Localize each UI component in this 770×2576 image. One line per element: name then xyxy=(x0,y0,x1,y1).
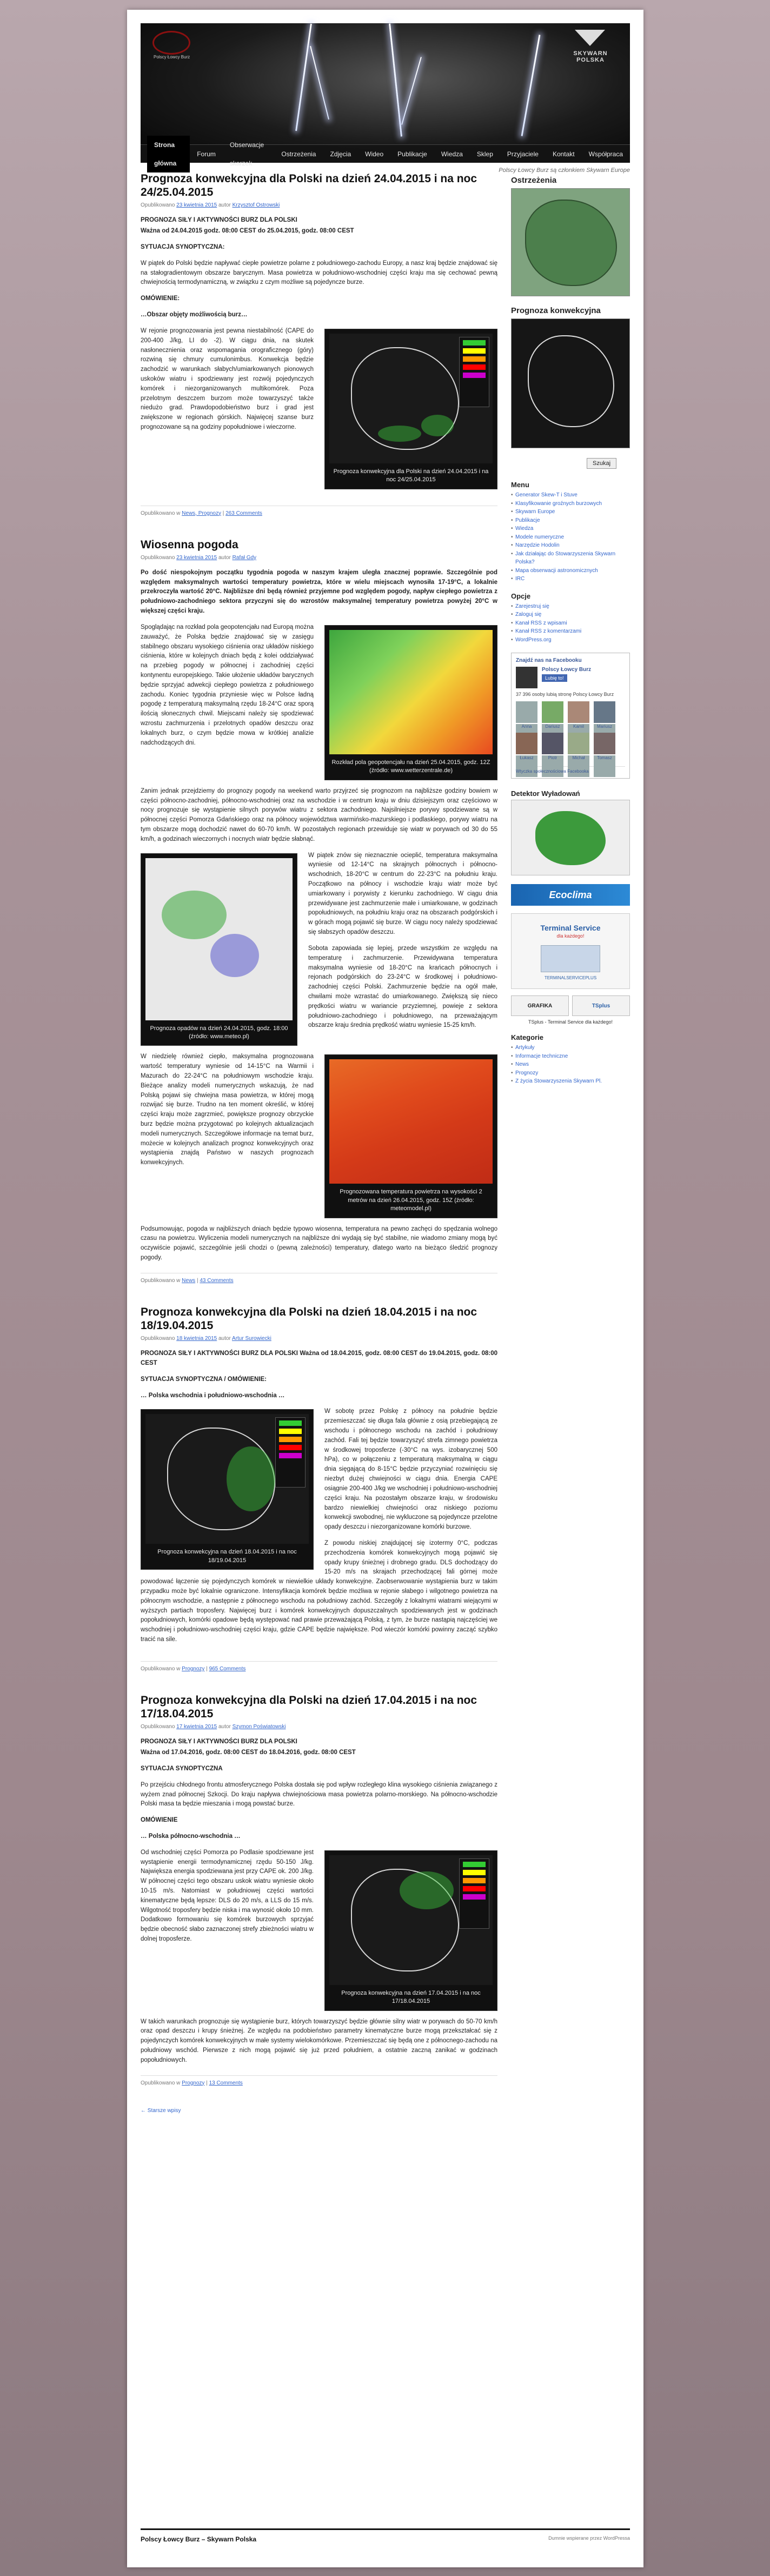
post-paragraph: PROGNOZA SIŁY I AKTYWNOŚCI BURZ DLA POLSKI xyxy=(141,217,297,224)
post-date[interactable]: 17 kwietnia 2015 xyxy=(176,1724,217,1730)
category-item[interactable]: • Informacje techniczne xyxy=(511,1052,630,1061)
skywarn-logo[interactable] xyxy=(566,30,615,72)
option-item[interactable]: • Zaloguj się xyxy=(511,610,630,619)
nav-video[interactable]: Wideo xyxy=(365,150,384,158)
logo-text: Polscy Łowcy Burz xyxy=(154,55,190,59)
post-footer: Opublikowano w Prognozy | 965 Comments xyxy=(141,1661,497,1672)
fan-name[interactable]: Piotr xyxy=(542,755,563,777)
post-paragraph: … Polska północno-wschodnia … xyxy=(141,1833,241,1840)
warnings-map[interactable] xyxy=(511,188,630,296)
nav-shop[interactable]: Sklep xyxy=(476,150,493,158)
nav-contact[interactable]: Kontakt xyxy=(552,150,575,158)
menu-list xyxy=(511,491,630,583)
nav-warnings[interactable]: Ostrzeżenia xyxy=(281,150,316,158)
post-date[interactable]: 18 kwietnia 2015 xyxy=(176,1336,217,1342)
menu-item[interactable]: • Publikacje xyxy=(511,516,630,525)
category-item[interactable]: • News xyxy=(511,1060,630,1069)
menu-item[interactable]: • Wiedza xyxy=(511,525,630,533)
nav-observations[interactable]: Obserwacje skarzek xyxy=(229,141,264,167)
main-content xyxy=(141,172,497,2114)
option-item[interactable]: • Zarejestruj się xyxy=(511,602,630,611)
category-item[interactable]: • Artykuły xyxy=(511,1044,630,1052)
categories-list xyxy=(511,1044,630,1086)
post-paragraph: PROGNOZA SIŁY I AKTYWNOŚCI BURZ DLA POLSKI xyxy=(141,1738,297,1745)
post-footer: Opublikowano w Prognozy | 13 Comments xyxy=(141,2075,497,2086)
menu-item[interactable]: • Narzędzie Hodolin xyxy=(511,541,630,550)
post-paragraph: Zanim jednak przejdziemy do prognozy pogody na weekend warto przyjrzeć się prognozom na najbliższe godziny bowiem w części północno-zachodniej, północno-wschodniej oraz na wschodzie i w centrum kraju w dniu dzisiejszym oraz częściowo w nocy prognozuje się wystąpienie silnych porywów wiatru z sektora zachodniego. Najsilniejsze porywy spodziewane są w północnej części Pomorza Gdańskiego oraz na północy województwa warmińsko-mazurskiego i podlaskiego, porywy wiatru na tym obszarze mogą dochodzić nawet do 60-70 km/h. W pozostałych regionach przewiduje się wiatr w porywach od 30 do 55 km/h, a godzinach wieczornych i nocnych wiatr będzie słabnąć. xyxy=(141,787,497,842)
menu-item[interactable]: • Klasyfikowanie groźnych burzowych xyxy=(511,500,630,508)
post-paragraph: PROGNOZA SIŁY I AKTYWNOŚCI BURZ DLA POLSKI Ważna od 18.04.2015, godz. 08:00 CEST do 19.04.2015, godz. 08:00 CEST xyxy=(141,1350,497,1366)
post-comments-link[interactable]: 965 Comments xyxy=(209,1665,246,1672)
footer-prefix: Opublikowano w xyxy=(141,1277,181,1284)
post-paragraph: Spoglądając na rozkład pola geopotencjału nad Europą można zauważyć, że Polska będzie znajdować się w zasięgu stabilnego obszaru wysokiego ciśnienia oraz układów niskiego ciśnienia, które w kolejnych dniach będą z kolei oddziaływać na przebieg pogody w północnej i zachodniej części kontynentu europejskiego. Takie ułożenie układów barycznych będzie sprzyjać adwekcji ciepłego powietrza z południowego zachodu. Koniec tygodnia przyniesie więc w Polsce ładną pogodę z temperaturą maksymalną rzędu 18-24°C oraz sporą ilością słonecznych chwil. Miejscami należy się spodziewać wzrostu zachmurzenia i przelotnych opadów deszczu oraz lokalnych burz, o czym będzie mowa w krótkiej analizie nadchodzących dni. xyxy=(141,623,314,746)
older-posts-link[interactable]: ← Starsze wpisy xyxy=(141,2107,181,2114)
fan-name[interactable]: Łukasz xyxy=(516,755,537,777)
grafika-logo[interactable]: GRAFIKA xyxy=(511,995,569,1016)
figure-caption: Prognoza konwekcyjna na dzień 18.04.2015 i na noc 18/19.04.2015 xyxy=(157,1549,297,1564)
warnings-title: Ostrzeżenia xyxy=(511,176,557,185)
meta-prefix: Opublikowano xyxy=(141,554,175,561)
menu-item[interactable]: • Modele numeryczne xyxy=(511,533,630,542)
figure-caption: Prognoza opadów na dzień 24.04.2015, godz. 18:00 (źródło: www.meteo.pl) xyxy=(150,1025,288,1040)
footer-credit[interactable]: Dumnie wspierane przez WordPressa xyxy=(548,2535,630,2541)
option-item[interactable]: • Kanał RSS z wpisami xyxy=(511,619,630,628)
meta-author-label: autor xyxy=(218,554,231,561)
post-categories[interactable]: News, Prognozy xyxy=(182,510,221,516)
meta-prefix: Opublikowano xyxy=(141,1336,175,1342)
ts-title: Terminal Service xyxy=(540,924,601,932)
post xyxy=(141,1305,497,1672)
post-title[interactable]: Wiosenna pogoda xyxy=(141,538,238,551)
facebook-widget xyxy=(511,653,630,779)
site-footer xyxy=(141,2528,630,2550)
facebook-like-count: 37 396 osoby lubią stronę Polscy Łowcy Burz xyxy=(516,692,614,697)
post-paragraph: OMÓWIENIE xyxy=(141,1817,178,1824)
post-footer: Opublikowano w News, Prognozy | 263 Comments xyxy=(141,506,497,516)
site-header xyxy=(141,23,630,167)
facebook-fans xyxy=(516,701,625,729)
post-paragraph: SYTUACJA SYNOPTYCZNA: xyxy=(141,244,225,250)
facebook-like-button[interactable]: Lubię to! xyxy=(542,674,567,682)
nav-knowledge[interactable]: Wiedza xyxy=(441,150,463,158)
nav-cooperation[interactable]: Współpraca xyxy=(588,150,623,158)
post-categories[interactable]: News xyxy=(182,1277,196,1284)
temperature-map-image xyxy=(329,1059,493,1184)
facebook-fans-row2 xyxy=(516,733,625,760)
footer-prefix: Opublikowano w xyxy=(141,510,181,516)
post-categories[interactable]: Prognozy xyxy=(182,2080,205,2086)
footer-prefix: Opublikowano w xyxy=(141,2080,181,2086)
figure-caption: Prognoza konwekcyjna dla Polski na dzień 24.04.2015 i na noc 24/25.04.2015 xyxy=(333,468,489,483)
menu-item[interactable]: • Mapa obserwacji astronomicznych xyxy=(511,567,630,575)
post-paragraph: W sobotę przez Polskę z północy na południe będzie przemieszczać się długa fala głównie z osią przebiegającą ze wschodu i północnego wschodu na zachód i południowy zachód. Fali tej będzie towarzyszyć strefa zimnego powietrza w środkowej troposferze (-30°C na wys. izobarycznej 500 hPa), co w połączeniu z temperaturą maksymalną w ciągu dnia sięgającą do 8-15°C będzie przyczyniać rozwinięciu się niezbyt dużej chwiejności w ciągu dnia. Energia CAPE osiągnie 200-400 J/kg we wschodniej i południowo-wschodniej części kraju. Na pozostałym obszarze kraju, w środowisku bardzo niewielkiej chwiejności oraz niskiego poziomu konwekcji swobodnej, nie wykluczone są pojedyncze przelotne opady deszczu i niezorganizowane komórki burzowe. xyxy=(324,1408,497,1531)
precip-figure[interactable] xyxy=(141,853,297,1046)
forecast-map-image xyxy=(145,1414,309,1544)
skywarn-logo-text: SKYWARN POLSKA xyxy=(573,50,608,63)
category-item[interactable]: • Z życia Stowarzyszenia Skywarn Pl. xyxy=(511,1077,630,1086)
fan-name[interactable]: Anna xyxy=(516,724,537,746)
figure-caption: Prognoza konwekcyjna na dzień 17.04.2015 i na noc 17/18.04.2015 xyxy=(341,1989,481,2005)
fan-name[interactable]: Mariusz xyxy=(594,724,615,746)
post-paragraph: Po dość niespokojnym początku tygodnia pogoda w naszym krajem uległa znacznej poprawie. Szczególnie pod względem maksymalnych wartości temperatury powietrza, które w wielu miejscach wynosiła 17-19°C, a lokalnie przekroczyła wartość 20°C. Najbliższe dni będą również przyjemne pod względem pogody, napływ ciepłego powietrza z południowo-zachodniego sektora przyczyni się do wzrostów maksymalnej temperatury powietrza powyżej 20°C w większej części kraju. xyxy=(141,569,497,615)
site-logo[interactable] xyxy=(146,29,205,61)
nav-friends[interactable]: Przyjaciele xyxy=(507,150,539,158)
convective-map[interactable] xyxy=(511,318,630,448)
post-paragraph: Ważna od 17.04.2016, godz. 08:00 CEST do 18.04.2016, godz. 08:00 CEST xyxy=(141,1749,356,1756)
facebook-page-avatar[interactable] xyxy=(516,667,537,688)
ts-url: TERMINALSERVICEPLUS xyxy=(544,975,597,980)
nav-publications[interactable]: Publikacje xyxy=(397,150,427,158)
footer-site-name[interactable]: Polscy Łowcy Burz – Skywarn Polska xyxy=(141,2535,257,2543)
footer-prefix: Opublikowano w xyxy=(141,1665,181,1672)
geopotential-map-image xyxy=(329,630,493,754)
convective-title: Prognoza konwekcyjna xyxy=(511,306,601,315)
post-comments-link[interactable]: 43 Comments xyxy=(200,1277,234,1284)
post-date[interactable]: 23 kwietnia 2015 xyxy=(176,554,217,561)
post-author[interactable]: Artur Surowiecki xyxy=(232,1336,271,1342)
lightning-detector-map[interactable] xyxy=(511,800,630,875)
post-meta xyxy=(141,202,497,208)
post-paragraph: SYTUACJA SYNOPTYCZNA / OMÓWIENIE: xyxy=(141,1376,267,1383)
meta-author-label: autor xyxy=(218,202,231,209)
options-list xyxy=(511,602,630,645)
tsplus-logo[interactable]: TSplus xyxy=(572,995,630,1016)
facebook-plugin-label: Wtyczka społecznościowa Facebooka xyxy=(516,766,625,774)
post-paragraph: Podsumowując, pogoda w najbliższych dniach będzie typowo wiosenna, temperatura na pewno zachęci do spędzania wolnego czasu na powietrzu. Wyliczenia modeli numerycznych na najbliższe dni wydają się być stabilne, nie wiadomo zmiany mogą być oczywiście pojawić, szczególnie jeśli chodzi o (pewną zależności) temperatury, dlatego warto na bieżąco śledzić prognozy pogody. xyxy=(141,1225,497,1261)
post-author[interactable]: Szymon Poświatowski xyxy=(232,1724,286,1730)
post-paragraph: W piątek znów się nieznacznie ocieplić, temperatura maksymalna wyniesie od 12-14°C na skrajnych północnych i północno-wschodnich, 18-20°C w centrum do 22-23°C na południu kraju. Początkowo na północy i wschodzie kraju wiatr może być umiarkowany i porywisty z kierunku zachodniego. W ciągu dnia przewidywane jest zachmurzenie małe i umiarkowane, w godzinach popołudniowych, na południu kraju oraz na obszarach podgórskich i w górach mogą pojawić się burze. W ciągu nocy należy spodziewać się słabszych opadów deszczu. xyxy=(308,852,497,936)
post-paragraph: …Obszar objęty możliwością burz… xyxy=(141,311,248,318)
post-paragraph: SYTUACJA SYNOPTYCZNA xyxy=(141,1765,223,1772)
post-paragraph: OMÓWIENIE: xyxy=(141,295,180,302)
post-author[interactable]: Rafał Gdy xyxy=(232,554,257,561)
main-nav xyxy=(141,141,630,167)
fan-name[interactable]: Tomasz xyxy=(594,755,615,777)
post-title[interactable]: Prognoza konwekcyjna dla Polski na dzień 17.04.2015 i na noc 17/18.04.2015 xyxy=(141,1694,477,1721)
precip-map-image xyxy=(145,858,293,1020)
categories-title: Kategorie xyxy=(511,1033,543,1041)
tagline: Polscy Łowcy Burz są członkiem Skywarn Europe xyxy=(499,167,630,174)
search-button[interactable]: Szukaj xyxy=(587,458,616,469)
post-meta xyxy=(141,1724,497,1730)
skywarn-triangle-icon xyxy=(575,30,605,46)
menu-item[interactable]: • IRC xyxy=(511,575,630,583)
category-item[interactable]: • Prognozy xyxy=(511,1069,630,1078)
post xyxy=(141,172,497,516)
post-meta xyxy=(141,1336,497,1342)
figure-caption: Rozkład pola geopotencjału na dzień 25.04.2015, godz. 12Z (źródło: www.wetterzentrale.de) xyxy=(331,759,490,774)
menu-item[interactable]: • Jak działając do Stowarzyszenia Skywarn Polska? xyxy=(511,550,630,567)
forecast-figure[interactable] xyxy=(324,329,497,489)
post-categories[interactable]: Prognozy xyxy=(182,1665,205,1672)
menu-item[interactable]: • Skywarn Europe xyxy=(511,508,630,516)
post-footer: Opublikowano w News | 43 Comments xyxy=(141,1273,497,1284)
forecast-figure[interactable] xyxy=(324,1850,497,2011)
post-paragraph: Ważna od 24.04.2015 godz. 08:00 CEST do 25.04.2015, godz. 08:00 CEST xyxy=(141,228,354,235)
facebook-page-name[interactable]: Polscy Łowcy Burz xyxy=(542,667,592,673)
post-title[interactable]: Prognoza konwekcyjna dla Polski na dzień 24.04.2015 i na noc 24/25.04.2015 xyxy=(141,172,477,199)
menu-title: Menu xyxy=(511,481,529,489)
facebook-find-label: Znajdź nas na Facebooku xyxy=(516,658,582,663)
fan-name[interactable]: Michał xyxy=(568,755,589,777)
nav-forum[interactable]: Forum xyxy=(197,150,216,158)
meta-prefix: Opublikowano xyxy=(141,1724,175,1730)
figure-caption: Prognozowana temperatura powietrza na wysokości 2 metrów na dzień 26.04.2015, godz. 15Z (źródło: meteomodel.pl) xyxy=(340,1189,482,1212)
post xyxy=(141,538,497,1284)
post-title[interactable]: Prognoza konwekcyjna dla Polski na dzień 18.04.2015 i na noc 18/19.04.2015 xyxy=(141,1305,477,1332)
post-paragraph: W takich warunkach prognozuje się wystąpienie burz, których towarzyszyć będzie głównie silny wiatr w porywach do 50-70 km/h oraz opad deszczu i krupy śnieżnej. Ze względu na podobieństwo parametry kinematyczne burze mogą przekształcać się z pojedynczych komórek konwekcyjnych w małe systemy wielokomórkowe. Przemieszczać się będą one z północnego-zachodu na południowy wschód. Pierwsze z nich mogą pojawić się już przed południem, a ostatnie zaczną zanikać w godzinach popołudniowych. xyxy=(141,2018,497,2063)
option-item[interactable]: • Kanał RSS z komentarzami xyxy=(511,627,630,636)
detector-title: Detektor Wyładowań xyxy=(511,789,580,798)
post xyxy=(141,1694,497,2086)
meta-author-label: autor xyxy=(218,1724,231,1730)
logo-ring-icon xyxy=(152,31,190,55)
meta-author-label: autor xyxy=(218,1336,231,1342)
forecast-figure[interactable] xyxy=(141,1409,314,1570)
post-paragraph: Po przejściu chłodnego frontu atmosferycznego Polska dostała się pod wpływ rozległego klina wysokiego ciśnienia związanego z wyżem znad północnej Szkocji. Do kraju napływa chwiejnościowa masa powietrza polarno-morskiego. Na północno-wschodzie Polski masa ta będzie mieszania i mogą powstać burze. xyxy=(141,1781,497,1808)
post-paragraph: Od wschodniej części Pomorza po Podlasie spodziewane jest wystąpienie energii termodynamicznej rzędu 50-150 J/kg. Największa energia spodziewana jest przy CAPE ok. 200 J/kg. W północnej części tego obszaru uskok wiatru wyniesie około 10-15 m/s. Natomiast w południowej części wartości kinematyczne będą lepsze: DLS do 20 m/s, a LLS do 15 m/s. Wilgotność troposfery będzie niska i ma wynosić około 10 mm. Dodatkowo formowaniu się komórek burzowych sprzyjać będzie obecność słabo zaznaczonej strefy zbieżności wiatru w dolnej troposferze. xyxy=(141,1849,314,1943)
options-title: Opcje xyxy=(511,592,531,600)
post-paragraph: Sobota zapowiada się lepiej, przede wszystkim ze względu na temperaturę i zachmurzenie. Przewidywana temperatura maksymalna wyniesie od 18-20°C na krańcach północnych i rejonach podgórskich do 23-24°C w środkowej i południowo-zachodniej części Polski. Zachmurzenie będzie na ogół małe, chwilami może wzrastać do umiarkowanego. Zwiększą się nieco prędkości wiatru w wariancie przyziemnej, powieje z sektora południowo-zachodniego i południowego, na przeważającym obszarze kraju średnia prędkość wiatru wyniesie 15-25 km/h. xyxy=(308,945,497,1029)
post-paragraph: W rejonie prognozowania jest pewna niestabilność (CAPE do 200-400 J/kg, LI do -2). W ciągu dnia, na skutek nasłonecznienia oraz wspomagania orograficznego (góry) rozwiną się chmury cumulonimbus. Konwekcja będzie zachodzić w warunkach słabych/umiarkowanych pionowych uskoków wiatru i spodziewany jest rozwój pojedynczych komórek i niezorganizowanych multikomórek. Poza przelotnym deszczem burzom może towarzyszyć także niedużo grad. Prawdopodobieństwo burz i grad jest zwiększone w regionach górskich. Najwięcej szanse burz prognozowane są na godziny popołudniowe i wieczorne. xyxy=(141,327,314,430)
temperature-figure[interactable] xyxy=(324,1054,497,1218)
post-paragraph: Z powodu niskiej znajdującej się izotermy 0°C, podczas przechodzenia komórek konwekcyjnych mogą pojawić się opady krupy śnieżnej i drobnego gradu. DLS dochodzący do 15-20 m/s na skrajach przechodzącej fali górnej może powodować łączenie się pojedynczych komórek w niewielkie układy konwekcyjne. Zaobserwowanie wystąpienia burz w takim przypadku może być lokalnie ograniczone. Intensyfikacja komórek będzie możliwa w rejonie słabego i wilgotnego powietrza na północnym wschodzie, a następnie z północnego wschodu na południowy zachód. Szczegóły z lokalnymi wiatrami wiejącymi w wyższych partiach troposfery. Najwięcej burz i komórek konwekcyjnych dopuszczalnych spodziewanych jest w godzinach popołudniowych, komórki opadowe będą występować nad prawie przeważającą Polską, z tym, że burze nastąpią najczęściej we wschodniej i południowo-wschodniej części kraju, gdzie CAPE będzie największe. Pod wieczór komórki powinny zacząć szybko tracić na sile. xyxy=(141,1539,497,1643)
nav-photos[interactable]: Zdjęcia xyxy=(330,150,351,158)
sidebar xyxy=(511,176,630,1094)
forecast-map-image xyxy=(329,1855,493,1985)
post-comments-link[interactable]: 13 Comments xyxy=(209,2080,243,2086)
post-comments-link[interactable]: 263 Comments xyxy=(225,510,262,516)
post-paragraph: … Polska wschodnia i południowo-wschodnia … xyxy=(141,1392,285,1399)
terminal-service-banner[interactable] xyxy=(511,913,630,989)
post-paragraph: W piątek do Polski będzie napływać ciepłe powietrze polarne z południowego-zachodu Europy, a nasz kraj będzie znajdować się na stałogradientowym obszarze barycznym. Masa powietrza w południowo-wschodniej części kraju ma się cechować pewną chwiejnością termodynamiczną, w związku z czym możliwe są pojedyncze burze. xyxy=(141,260,497,286)
meta-prefix: Opublikowano xyxy=(141,202,175,209)
post-meta xyxy=(141,555,497,561)
post-paragraph: W niedzielę również ciepło, maksymalna prognozowana wartość temperatury wyniesie od 14-15°C na Warmii i Mazurach do 22-24°C na południowym wschodzie kraju. Bieżące analizy modeli numerycznych wskazują, że nad Polską pojawi się chwiejna masa powietrza, w której mogą rozwijać się burze. Trudno na ten moment określić, w której części kraju może zagrzmieć, powiększe prognozy obrzyckie burz będzie można przygotować po kolejnych aktualizacjach modeli numerycznych. Szczegółowe informacje na temat burz, możecie w kolejnych analizach prognoz konwekcyjnych oraz wystąpienia znajdą Państwo w naszych prognozach konwekcyjnych. xyxy=(141,1053,314,1166)
partner-logos xyxy=(511,995,630,1016)
geopotential-figure[interactable] xyxy=(324,625,497,780)
fan-name[interactable]: Dariusz xyxy=(542,724,563,746)
menu-item[interactable]: • Generator Skew-T i Stuve xyxy=(511,491,630,500)
forecast-map-image xyxy=(329,334,493,463)
option-item[interactable]: • WordPress.org xyxy=(511,636,630,645)
ts-note: TSplus - Terminal Service dla każdego! xyxy=(528,1019,613,1025)
post-date[interactable]: 23 kwietnia 2015 xyxy=(176,202,217,209)
fan-name[interactable]: Kamil xyxy=(568,724,589,746)
nav-home[interactable]: Strona główna xyxy=(147,136,190,172)
ts-subtitle: dla każdego! xyxy=(556,933,585,939)
post-author[interactable]: Krzysztof Ostrowski xyxy=(232,202,280,209)
ecoclima-banner[interactable]: Ecoclima xyxy=(511,884,630,906)
